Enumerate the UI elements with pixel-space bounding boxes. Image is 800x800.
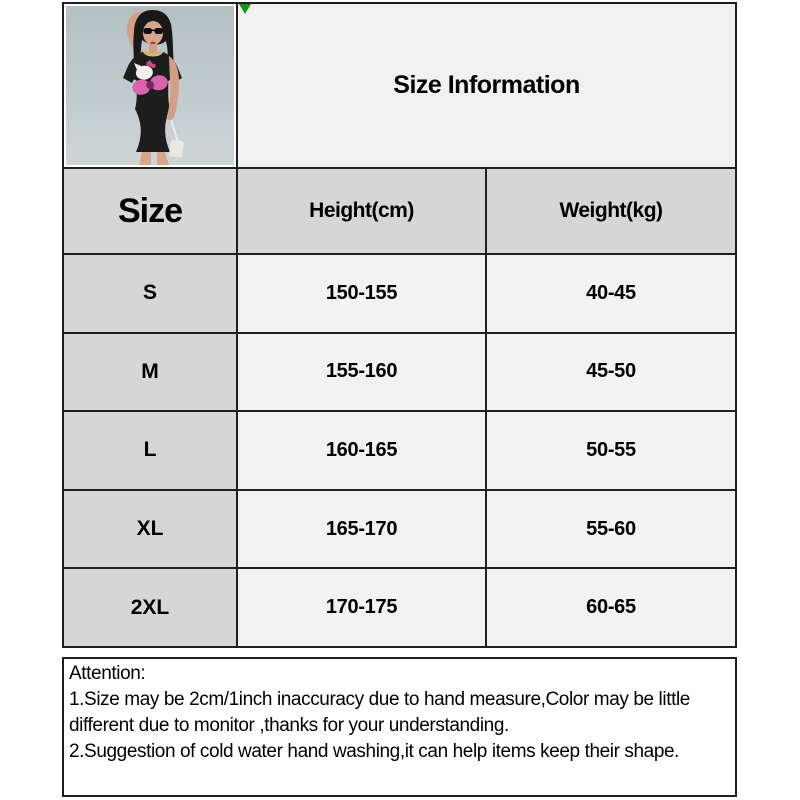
attention-note xyxy=(62,657,737,797)
neck xyxy=(149,44,157,53)
column-header-weight: Weight(kg) xyxy=(487,169,735,253)
lips xyxy=(150,42,155,45)
weight-cell-s: 40-45 xyxy=(487,255,735,332)
green-corner-marker-icon xyxy=(239,4,251,14)
white-bag xyxy=(169,139,184,158)
title-cell xyxy=(238,4,735,167)
height-cell-2xl: 170-175 xyxy=(238,569,485,646)
attention-line-1: 1.Size may be 2cm/1inch inaccuracy due to hand measure,Color may be little xyxy=(69,689,690,710)
size-cell-2xl: 2XL xyxy=(64,569,236,646)
size-cell-s: S xyxy=(64,255,236,332)
size-cell-xl: XL xyxy=(64,491,236,568)
height-cell-s: 150-155 xyxy=(238,255,485,332)
product-photo xyxy=(64,4,236,167)
size-cell-m: M xyxy=(64,334,236,411)
weight-cell-2xl: 60-65 xyxy=(487,569,735,646)
attention-line-2: different due to monitor ,thanks for your understanding. xyxy=(69,715,509,736)
hand xyxy=(167,114,173,120)
size-cell-l: L xyxy=(64,412,236,489)
height-cell-l: 160-165 xyxy=(238,412,485,489)
attention-heading: Attention: xyxy=(69,663,146,684)
weight-cell-m: 45-50 xyxy=(487,334,735,411)
weight-cell-l: 50-55 xyxy=(487,412,735,489)
attention-line-3: 2.Suggestion of cold water hand washing,it can help items keep their shape. xyxy=(69,741,680,762)
column-header-size: Size xyxy=(64,169,236,253)
height-cell-m: 155-160 xyxy=(238,334,485,411)
column-header-height: Height(cm) xyxy=(238,169,485,253)
size-table xyxy=(62,2,737,648)
height-cell-xl: 165-170 xyxy=(238,491,485,568)
page-title: Size Information xyxy=(393,71,580,99)
product-photo-illustration xyxy=(66,6,234,165)
weight-cell-xl: 55-60 xyxy=(487,491,735,568)
